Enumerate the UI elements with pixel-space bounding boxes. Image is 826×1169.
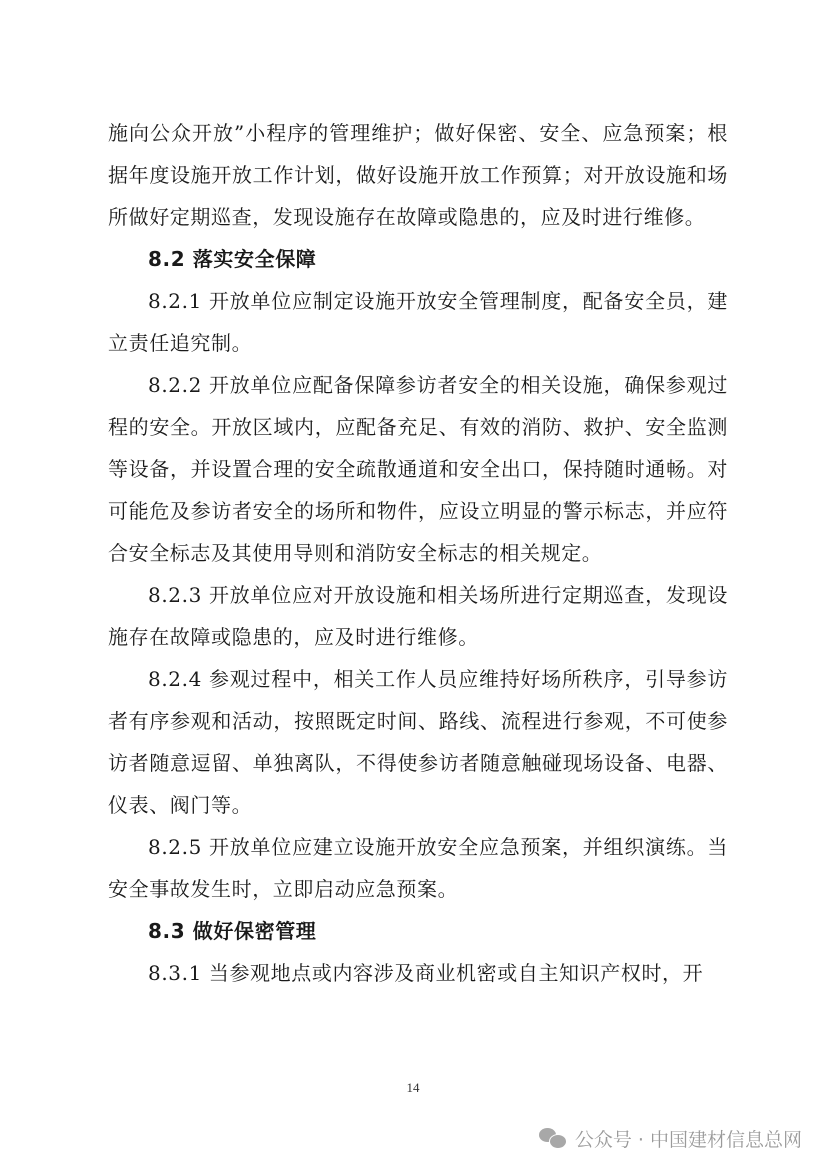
paragraph-8-3-1: 8.3.1 当参观地点或内容涉及商业机密或自主知识产权时，开 [148,961,704,985]
watermark [539,1124,802,1152]
paragraph-8-2-3: 8.2.3 开放单位应对开放设施和相关场所进行定期巡查，发现设施存在故障或隐患的，应及时进行维修。 [108,583,728,649]
page-number: 14 [406,1080,420,1095]
paragraph-8-2-1: 8.2.1 开放单位应制定设施开放安全管理制度，配备安全员，建立责任追究制。 [108,289,728,355]
watermark-text: 公众号 · 中国建材信息总网 [574,1128,802,1151]
document-body [108,112,728,994]
section-heading-8-3: 8.3 做好保密管理 [148,919,317,943]
section-heading-8-2: 8.2 落实安全保障 [148,247,317,271]
paragraph-8-2-2: 8.2.2 开放单位应配备保障参访者安全的相关设施，确保参观过程的安全。开放区域内，应配备充足、有效的消防、救护、安全监测等设备，并设置合理的安全疏散通道和安全出口，保持随时通畅。对可能危及参访者安全的场所和物件，应设立明显的警示标志，并应符合安全标志及其使用导则和消防安全标志的相关规定。 [108,373,728,565]
paragraph-8-2-5: 8.2.5 开放单位应建立设施开放安全应急预案，并组织演练。当安全事故发生时，立即启动应急预案。 [108,835,728,901]
paragraph-8-2-4: 8.2.4 参观过程中，相关工作人员应维持好场所秩序，引导参访者有序参观和活动，按照既定时间、路线、流程进行参观，不可使参访者随意逗留、单独离队，不得使参访者随意触碰现场设备、电器、仪表、阀门等。 [108,667,728,817]
paragraph-continued: 施向公众开放”小程序的管理维护；做好保密、安全、应急预案；根据年度设施开放工作计划，做好设施开放工作预算；对开放设施和场所做好定期巡查，发现设施存在故障或隐患的，应及时进行维修。 [108,121,728,229]
wechat-icon [539,1126,567,1150]
